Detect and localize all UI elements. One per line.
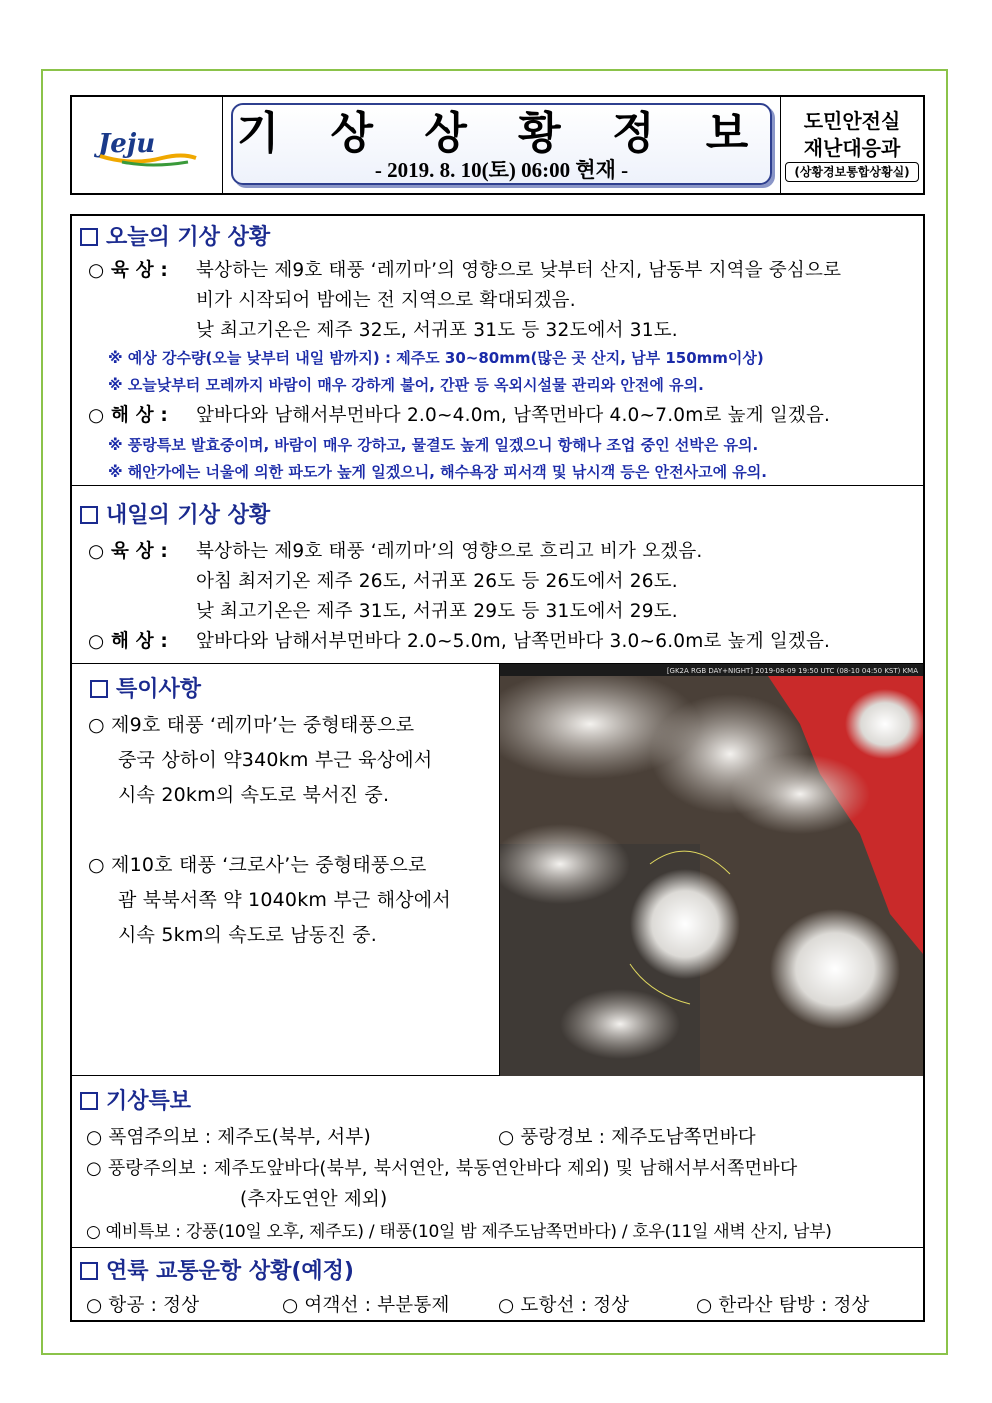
typhoon-lekima-line: ○ 제9호 태풍 ‘레끼마’는 중형태풍으로 — [88, 714, 415, 736]
typhoon-krosa-line: ○ 제10호 태풍 ‘크로사’는 중형태풍으로 — [88, 854, 427, 876]
warnings-title — [80, 1084, 191, 1115]
checkbox-icon — [80, 1262, 98, 1280]
today-sea-line: 앞바다와 남해서부먼바다 2.0~4.0m, 남쪽먼바다 4.0~7.0m로 높게 일겠음. — [196, 405, 831, 426]
dept-room: (상황경보통합상황실) — [785, 162, 919, 182]
traffic-section — [72, 1248, 923, 1322]
today-sea-label: ○ 해 상 : — [88, 405, 169, 426]
checkbox-icon — [90, 680, 108, 698]
title-cell — [223, 97, 781, 193]
checkbox-icon — [80, 228, 98, 246]
today-note: ※ 예상 강수량(오늘 낮부터 내일 밤까지) : 제주도 30~80mm(많은 곳 산지, 남부 150mm이상) — [108, 349, 764, 367]
high-seas-advisory-note: (추자도연안 제외) — [240, 1189, 388, 1210]
heatwave-advisory: ○ 폭염주의보 : 제주도(북부, 서부) — [86, 1127, 371, 1148]
tomorrow-section — [72, 486, 923, 664]
special-title-text: 특이사항 — [116, 677, 202, 702]
preliminary-warning: ○ 예비특보 : 강풍(10일 오후, 제주도) / 태풍(10일 밤 제주도남쪽먼바다) / 호우(11일 새벽 산지, 남부) — [86, 1222, 832, 1242]
today-land-label: ○ 육 상 : — [88, 260, 169, 281]
satellite-caption: [GK2A RGB DAY+NIGHT] 2019-08-09 19:50 UTC (08-10 04:50 KST) KMA — [666, 667, 918, 675]
traffic-title-text: 연륙 교통운항 상황(예정) — [106, 1259, 354, 1284]
today-title — [80, 220, 270, 251]
dept-office: 도민안전실 — [803, 109, 901, 133]
high-seas-warning: ○ 풍랑경보 : 제주도남쪽먼바다 — [498, 1127, 756, 1148]
warnings-title-text: 기상특보 — [106, 1089, 192, 1114]
header — [70, 95, 925, 195]
traffic-hallasan: ○ 한라산 탐방 : 정상 — [696, 1295, 870, 1316]
high-seas-advisory: ○ 풍랑주의보 : 제주도앞바다(북부, 북서연안, 북동연안바다 제외) 및 남해서부서쪽먼바다 — [86, 1158, 798, 1179]
jeju-logo — [72, 97, 223, 193]
report-date: - 2019. 8. 10(토) 06:00 현재 - — [374, 158, 629, 182]
typhoon-krosa-line: 시속 5km의 속도로 남동진 중. — [118, 924, 377, 946]
tomorrow-land-line: 낮 최고기온은 제주 31도, 서귀포 29도 등 31도에서 29도. — [196, 601, 678, 622]
special-text-cell — [72, 664, 500, 1076]
today-note: ※ 풍랑특보 발효중이며, 바람이 매우 강하고, 물결도 높게 일겠으니 항해나 조업 중인 선박은 유의. — [108, 436, 759, 454]
today-title-text: 오늘의 기상 상황 — [106, 225, 271, 250]
content-table — [70, 214, 925, 1322]
traffic-island-ferry: ○ 도항선 : 정상 — [498, 1295, 630, 1316]
department — [781, 97, 923, 193]
today-land-line: 북상하는 제9호 태풍 ‘레끼마’의 영향으로 낮부터 산지, 남동부 지역을 중심으로 — [196, 260, 842, 281]
tomorrow-title — [80, 498, 270, 529]
page-title: 기 상 상 황 정 보 — [236, 108, 767, 159]
special-title — [90, 672, 201, 703]
typhoon-lekima-line: 시속 20km의 속도로 북서진 중. — [118, 784, 390, 806]
tomorrow-sea-line: 앞바다와 남해서부먼바다 2.0~5.0m, 남쪽먼바다 3.0~6.0m로 높게 일겠음. — [196, 631, 831, 652]
logo-text: Jeju — [98, 129, 156, 159]
traffic-air: ○ 항공 : 정상 — [86, 1295, 200, 1316]
today-note: ※ 오늘낮부터 모레까지 바람이 매우 강하게 불어, 간판 등 옥외시설물 관리와 안전에 유의. — [108, 376, 704, 394]
title-box — [231, 103, 772, 185]
tomorrow-land-label: ○ 육 상 : — [88, 541, 169, 562]
warnings-section — [72, 1076, 923, 1248]
today-section — [72, 216, 923, 486]
tomorrow-land-line: 아침 최저기온 제주 26도, 서귀포 26도 등 26도에서 26도. — [196, 571, 678, 592]
traffic-ferry: ○ 여객선 : 부분통제 — [282, 1295, 450, 1316]
tomorrow-sea-label: ○ 해 상 : — [88, 631, 169, 652]
today-note: ※ 해안가에는 너울에 의한 파도가 높게 일겠으니, 해수욕장 피서객 및 낚시객 등은 안전사고에 유의. — [108, 463, 767, 481]
tomorrow-title-text: 내일의 기상 상황 — [106, 503, 271, 528]
tomorrow-land-line: 북상하는 제9호 태풍 ‘레끼마’의 영향으로 흐리고 비가 오겠음. — [196, 541, 703, 562]
today-land-line: 비가 시작되어 밤에는 전 지역으로 확대되겠음. — [196, 290, 576, 311]
checkbox-icon — [80, 506, 98, 524]
typhoon-krosa-line: 괌 북북서쪽 약 1040km 부근 해상에서 — [118, 889, 451, 911]
dept-division: 재난대응과 — [803, 136, 901, 160]
today-land-line: 낮 최고기온은 제주 32도, 서귀포 31도 등 32도에서 31도. — [196, 320, 678, 341]
special-section — [72, 664, 923, 1076]
checkbox-icon — [80, 1092, 98, 1110]
traffic-title — [80, 1254, 354, 1285]
typhoon-lekima-line: 중국 상하이 약340km 부근 육상에서 — [118, 749, 433, 771]
satellite-image — [500, 664, 923, 1076]
